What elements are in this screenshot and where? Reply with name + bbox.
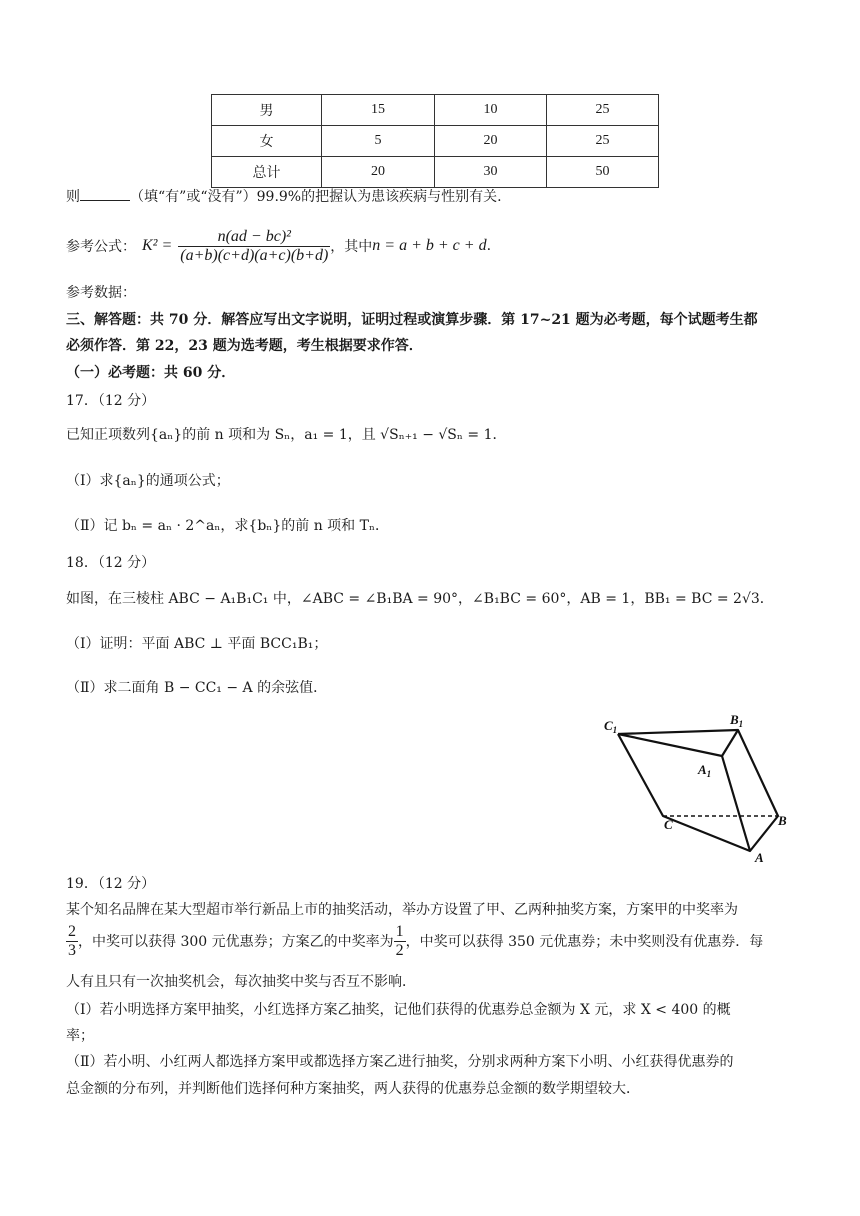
q16-prefix: 则 (66, 189, 80, 205)
formula-lhs: K² = (142, 237, 173, 254)
q19-part2-line1: （Ⅱ）若小明、小红两人都选择方案甲或都选择方案乙进行抽奖，分别求两种方案下小明、小红获得优惠券的 (66, 1054, 734, 1070)
fraction-one-half (394, 923, 406, 960)
table-cell: 20 (435, 126, 547, 157)
q19-line1: 某个知名品牌在某大型超市举行新品上市的抽奖活动，举办方设置了甲、乙两种抽奖方案，方案甲的中奖率为 (66, 902, 738, 918)
table-cell: 30 (435, 157, 547, 188)
formula-where-expr: n = a + b + c + d (372, 237, 487, 254)
fraction-denominator: 2 (395, 941, 404, 959)
prism-outline (618, 730, 778, 851)
answer-blank (80, 186, 130, 201)
edge-a1-a (722, 756, 750, 851)
label-b1: $B_1$ (730, 712, 744, 729)
table-cell: 10 (435, 95, 547, 126)
q19-line3: 人有且只有一次抽奖机会，每次抽奖中奖与否互不影响． (66, 974, 416, 990)
section3-subheading: （一）必考题：共 60 分． (66, 365, 236, 381)
table-row (212, 126, 659, 157)
table-cell: 25 (547, 95, 659, 126)
q18-part2: （Ⅱ）求二面角 B − CC₁ − A 的余弦值． (66, 680, 328, 696)
table-cell: 15 (322, 95, 435, 126)
label-b: B (778, 813, 787, 828)
q17-stem: 已知正项数列{aₙ}的前 n 项和为 Sₙ，a₁ = 1，且 √Sₙ₊₁ − √Sₙ = 1． (66, 427, 507, 443)
label-a1: $A_1$ (698, 762, 712, 779)
section3-line1: 三、解答题：共 70 分．解答应写出文字说明，证明过程或演算步骤．第 17~21 题为必考题，每个试题考生都 (66, 312, 758, 328)
edge-c1-a1 (618, 734, 722, 756)
q19-header: 19．（12 分） (66, 876, 156, 892)
q19-part1-line2: 率； (66, 1028, 94, 1044)
q18-stem: 如图，在三棱柱 ABC − A₁B₁C₁ 中，∠ABC = ∠B₁BA = 90°，∠B₁BC = 60°，AB = 1，BB₁ = BC = 2√3． (66, 591, 774, 607)
q16-conclusion (66, 186, 502, 206)
q18-header: 18．（12 分） (66, 555, 156, 571)
formula-label: 参考公式： (66, 239, 136, 255)
q19-part2-line2: 总金额的分布列，并判断他们选择何种方案抽奖，两人获得的优惠券总金额的数学期望较大． (66, 1081, 640, 1097)
fraction-numerator: 1 (395, 922, 404, 940)
formula-numerator: n(ad − bc)² (178, 228, 330, 247)
table-cell: 总计 (212, 157, 322, 188)
label-a: A (755, 850, 764, 865)
section3-line2: 必须作答．第 22，23 题为选考题，考生根据要求作答． (66, 338, 423, 354)
label-c1: $C_1$ (604, 718, 618, 735)
table-cell: 50 (547, 157, 659, 188)
q19-line2-part-a: ，中奖可以获得 300 元优惠券；方案乙的中奖率为 (78, 934, 394, 950)
table-cell: 5 (322, 126, 435, 157)
reference-formula (66, 222, 491, 270)
formula-end: . (486, 238, 492, 254)
contingency-table (211, 94, 659, 188)
table-cell: 男 (212, 95, 322, 126)
table-row (212, 95, 659, 126)
formula-where: ，其中 (330, 239, 373, 255)
fraction-denominator: 3 (68, 941, 76, 959)
fraction-two-thirds (66, 923, 78, 960)
edge-a1-b1 (722, 730, 738, 756)
table-cell: 女 (212, 126, 322, 157)
formula-fraction (178, 228, 330, 265)
table-cell: 25 (547, 126, 659, 157)
q17-part1: （Ⅰ）求{aₙ}的通项公式； (66, 473, 230, 489)
q16-suffix: （填“有”或“没有”）99.9%的把握认为患该疾病与性别有关. (130, 189, 502, 205)
label-c: C (664, 817, 673, 832)
reference-data-label: 参考数据： (66, 285, 136, 301)
q17-header: 17．（12 分） (66, 393, 156, 409)
q19-line2 (66, 919, 763, 963)
formula-denominator: (a+b)(c+d)(a+c)(b+d) (180, 246, 329, 264)
prism-figure (600, 712, 800, 867)
q18-part1: （Ⅰ）证明：平面 ABC ⊥ 平面 BCC₁B₁； (66, 636, 328, 652)
q17-part2: （Ⅱ）记 bₙ = aₙ · 2^aₙ，求{bₙ}的前 n 项和 Tₙ． (66, 518, 390, 534)
table-row (212, 157, 659, 188)
fraction-numerator: 2 (68, 922, 76, 940)
q19-part1-line1: （Ⅰ）若小明选择方案甲抽奖，小红选择方案乙抽奖，记他们获得的优惠券总金额为 X 元，求 X < 400 的概 (66, 1002, 731, 1018)
table-cell: 20 (322, 157, 435, 188)
q19-line2-part-b: ，中奖可以获得 350 元优惠券；未中奖则没有优惠券．每 (405, 934, 764, 950)
